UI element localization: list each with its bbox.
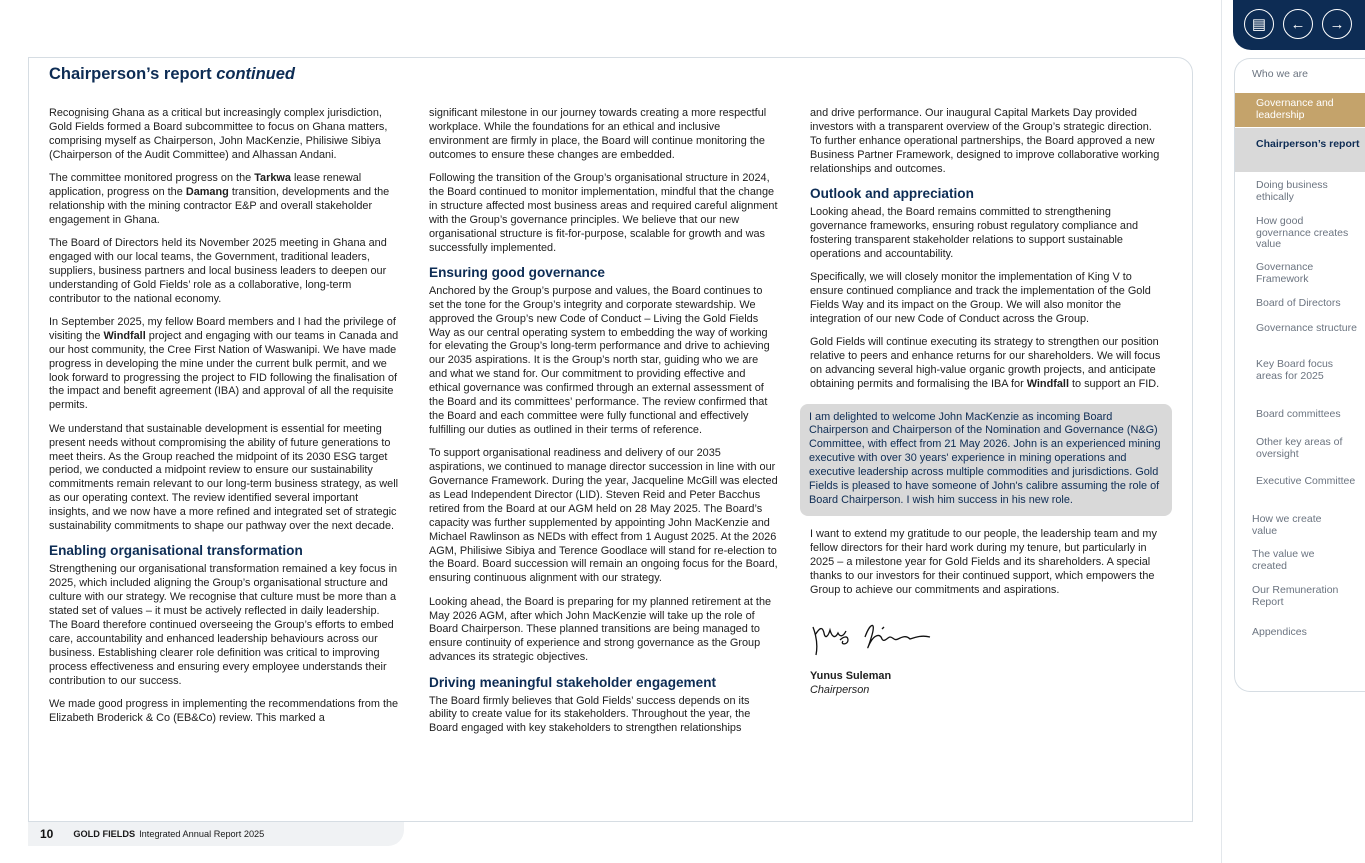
menu-item-executive-committee[interactable]: Executive Committee [1256, 475, 1356, 487]
paragraph: and drive performance. Our inaugural Capital Markets Day provided investors with a transparent overview of the Group’s strategic direction. To further enhance operational partnerships, the Board approved a new Business Partner Framework, designed to improve collaborative working relationships and outcomes. [810, 107, 1160, 175]
contents-icon: ▤ [1251, 16, 1267, 33]
forward-arrow-icon: → [1329, 15, 1345, 33]
menu-item-key-board-focus[interactable]: Key Board focus areas for 2025 [1256, 358, 1334, 382]
text-column-3 [810, 107, 1162, 698]
page-footer [28, 822, 404, 846]
paragraph: We made good progress in implementing the recommendations from the Elizabeth Broderick & Co (EB&Co) review. This marked a [49, 697, 399, 724]
paragraph: We understand that sustainable development is essential for meeting present needs without compromising the ability of future generations to meet theirs. As the Group reached the midpoint of its 2030 ESG target period, we conducted a midpoint review to ensure our sustainability commitments remain relevant to our long-term business strategy, as well as our operating context. The review identified several important insights, and we now have a more refined and integrated set of strategic sustainability commitments to shape our pathway over the next decade. [49, 422, 399, 533]
paragraph: In September 2025, my fellow Board members and I had the privilege of visiting the Windfall project and engaging with our teams in Canada and our host community, the Cree First Nation of Waswanipi. We have made progress in developing the mine under the current bulk permit, and we look forward to progressing the project to FID following the finalisation of the impact and benefit agreement (IBA) and approval of all the requisite permits. [49, 315, 399, 412]
paragraph: Anchored by the Group’s purpose and values, the Board continues to set the tone for the Group’s integrity and corporate stewardship. We approved the Group’s new Code of Conduct – Living the Gold Fields Way as our central operating system to embedding the way of working for elevating the Group’s long-term performance and drive to achieving our 2035 aspirations. It is the Group’s north star, guiding who we are and what we stand for. Our commitment to providing effective and ethical governance was confirmed through an external assessment of the Board and its committees’ performance. The review confirmed that the Board and each committee were fully functional and effectively fulfilling our duties as outlined in their terms of reference. [429, 284, 770, 436]
menu-item-governance-leadership[interactable]: Governance and leadership [1235, 93, 1365, 127]
menu-item-doing-business[interactable]: Doing business ethically [1256, 179, 1328, 203]
menu-item-chairpersons-report[interactable]: Chairperson’s report [1235, 128, 1365, 172]
menu-item-appendices[interactable]: Appendices [1252, 626, 1307, 638]
text-column-1 [49, 107, 401, 735]
menu-item-who-we-are[interactable]: Who we are [1252, 68, 1309, 80]
paragraph: The Board of Directors held its November 2025 meeting in Ghana and engaged with our local teams, the Government, traditional leaders, suppliers, business partners and local business leaders to deepen our understanding of Gold Fields’ role as a collaborative, long-term contributor to the national economy. [49, 237, 387, 305]
title-suffix: continued [216, 65, 296, 83]
paragraph: Looking ahead, the Board is preparing for my planned retirement at the May 2026 AGM, after which John MacKenzie will take up the role of Board Chairperson. These planned transitions are being managed to ensure continuity of experience and strong governance as the Group advances its strategic objectives. [429, 595, 772, 664]
paragraph: Gold Fields will continue executing its strategy to strengthen our position relative to peers and enhance returns for our shareholders. We will focus on advancing several high-value organic growth projects, and anticipate obtaining permits and formalising the IBA for Windfall to support an FID. [810, 335, 1161, 390]
menu-item-how-we-create-value[interactable]: How we create value [1252, 513, 1322, 537]
menu-item-how-good-governance[interactable]: How good governance creates value [1256, 215, 1349, 251]
pull-quote: I am delighted to welcome John MacKenzie as incoming Board Chairperson and Chairperson of the Nomination and Governance (N&G) Committee, with effect from 21 May 2026. John is an experienced mining executive with over 30 years' experience in mining operations and executive leadership across multiple commodities and jurisdictions. Gold Fields is pleased to have someone of John's calibre assuming the role of Board Chairperson. I wish him success in his new role. [800, 404, 1172, 516]
section-heading: Driving meaningful stakeholder engagement [429, 674, 717, 690]
menu-item-other-key-areas[interactable]: Other key areas of oversight [1256, 436, 1343, 460]
paragraph: significant milestone in our journey towards creating a more respectful workplace. While the foundations for an ethical and inclusive environment are firmly in place, the Board will continue monitoring the outcomes to ensure these changes are embedded. [429, 107, 767, 161]
paragraph: To support organisational readiness and delivery of our 2035 aspirations, we continued to manage director succession in line with our Governance Framework. During the year, Jacqueline McGill was elected as Lead Independent Director (LID). Steven Reid and Peter Bacchus retired from the Board at our AGM held on 28 May 2025. The Board’s capacity was further supplemented by appointing John MacKenzie and Michael Rawlinson as NEDs with effect from 1 August 2025. At the 2026 AGM, Philisiwe Sibiya and Terence Goodlace will stand for re-election to the Board. Board succession will remain an ongoing focus for the Board, ensuring continuous alignment with our strategy. [429, 447, 778, 585]
sidebar-divider [1221, 0, 1222, 863]
paragraph: The Board firmly believes that Gold Fields’ success depends on its ability to create value for its stakeholders. Throughout the year, the Board engaged with key stakeholders to strengthen relationships [429, 694, 751, 735]
menu-item-board-of-directors[interactable]: Board of Directors [1256, 297, 1341, 309]
signatory-name: Yunus Suleman [810, 670, 892, 683]
next-page-button[interactable] [1322, 9, 1352, 39]
page-title: Chairperson’s report continued [49, 65, 296, 83]
paragraph: Following the transition of the Group’s organisational structure in 2024, the Board continued to monitor implementation, mindful that the change in structure affected most business areas and required careful alignment with the Group’s governance principles. We believe that our new organisational structure is fit-for-purpose, scalable for growth and was successfully implemented. [429, 172, 778, 254]
section-heading: Enabling organisational transformation [49, 543, 303, 559]
paragraph: Strengthening our organisational transformation remained a key focus in 2025, which included aligning the Group’s organisational structure and culture with our strategy. We recognise that culture must be more than a stated set of values – it must be actively reflected in daily leadership. The Board therefore continued overseeing the Group’s efforts to embed care, accountability and enhanced leadership behaviours across our business. Establishing clearer role definition was critical to improving process effectiveness and ensuring every employee understands their contribution to our success. [49, 563, 398, 687]
paragraph: Specifically, we will closely monitor the implementation of King V to ensure continued compliance and track the implementation of the Gold Fields Way and its impact on the Group. We will also monitor the integration of our new Code of Conduct across the Group. [810, 270, 1151, 325]
handwritten-signature [810, 615, 950, 660]
paragraph: The committee monitored progress on the Tarkwa lease renewal application, progress on the Damang transition, developments and the relationship with the mining contractor E&P and overall stakeholder engagement in Ghana. [49, 172, 390, 226]
page-number: 10 [40, 827, 54, 841]
previous-page-button[interactable] [1283, 9, 1313, 39]
contents-button[interactable] [1244, 9, 1274, 39]
paragraph: Looking ahead, the Board remains committed to strengthening governance frameworks, ensuring robust regulatory compliance and fostering transparent stakeholder relations to support sustainable operations and accountability. [810, 205, 1139, 260]
paragraph: Recognising Ghana as a critical but increasingly complex jurisdiction, Gold Fields formed a Board subcommittee to focus on Ghana matters, comprising myself as Chairperson, John MacKenzie, Philisiwe Sibiya (Chairperson of the Audit Committee) and Alhassan Andani. [49, 107, 388, 161]
paragraph: I want to extend my gratitude to our people, the leadership team and my fellow directors for their hard work during my tenure, but particularly in 2025 – a milestone year for Gold Fields and its shareholders. A special thanks to our investors for their continued support, which empowers the Group to achieve our commitments and aspirations. [810, 527, 1157, 596]
section-heading: Outlook and appreciation [810, 185, 974, 201]
side-menu [1234, 58, 1365, 692]
footer-brand: GOLD FIELDS [73, 829, 136, 839]
section-heading: Ensuring good governance [429, 264, 605, 280]
menu-item-board-committees[interactable]: Board committees [1256, 408, 1341, 420]
signature-image [810, 615, 1162, 660]
menu-item-governance-structure[interactable]: Governance structure [1256, 322, 1357, 334]
menu-item-remuneration-report[interactable]: Our Remuneration Report [1252, 584, 1339, 608]
menu-item-governance-framework[interactable]: Governance Framework [1256, 261, 1314, 285]
text-column-2 [429, 107, 779, 746]
back-arrow-icon: ← [1290, 15, 1306, 33]
menu-item-value-we-created[interactable]: The value we created [1252, 548, 1315, 572]
signatory-role: Chairperson [810, 684, 870, 697]
footer-report-title: Integrated Annual Report 2025 [139, 829, 265, 839]
navigation-toolbar [1233, 0, 1365, 50]
